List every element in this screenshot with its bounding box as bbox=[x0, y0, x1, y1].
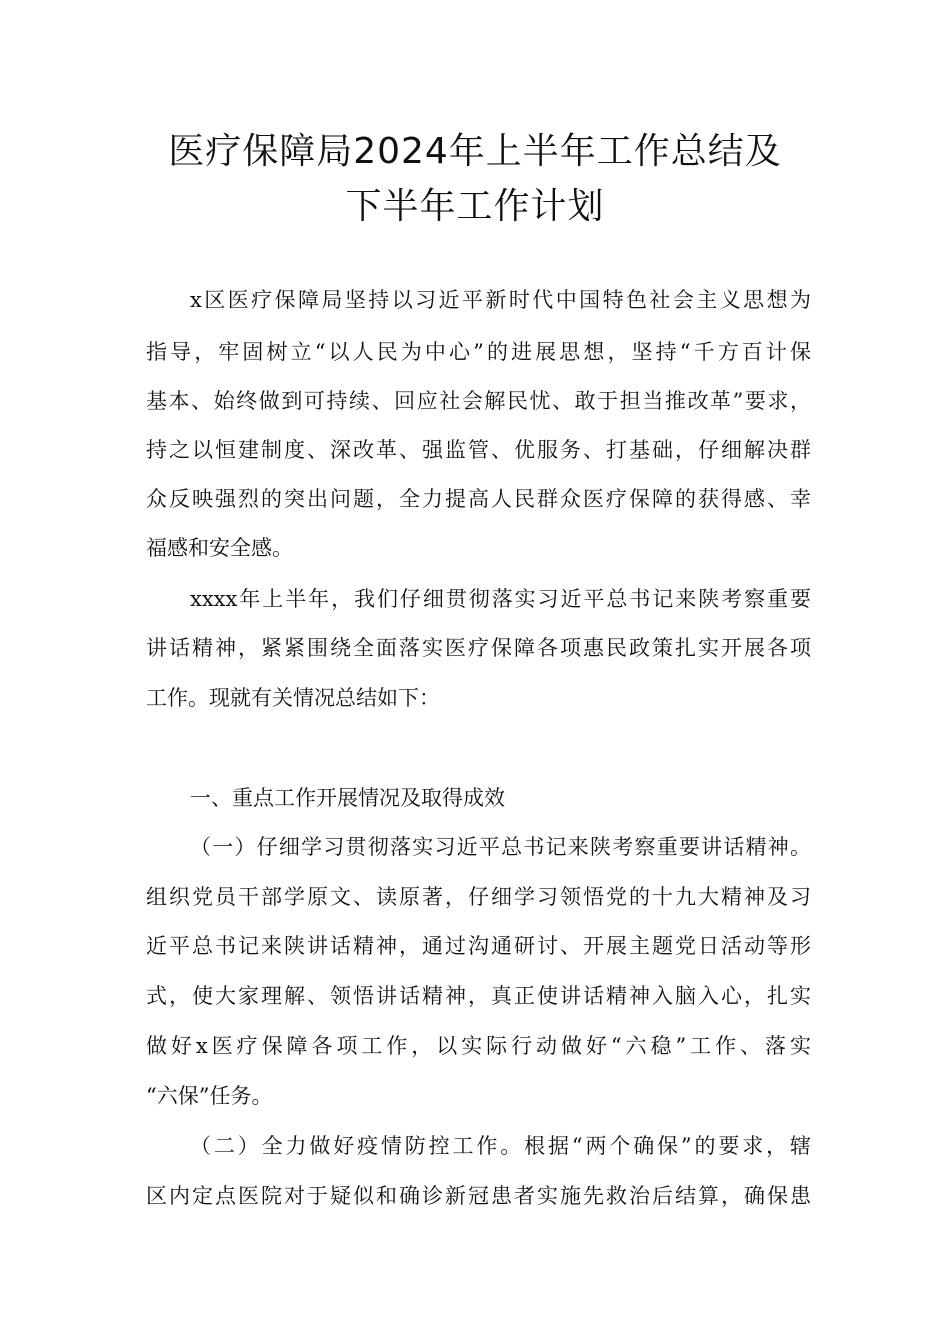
paragraph-4-line-1: （二）全力做好疫情防控工作。根据“两个确保”的要求，辖 bbox=[190, 1134, 811, 1158]
paragraph-1-line-5: 众反映强烈的突出问题，全力提高人民群众医疗保障的获得感、幸 bbox=[146, 487, 811, 511]
paragraph-2-line-2: 讲话精神，紧紧围绕全面落实医疗保障各项惠民政策扎实开展各项 bbox=[146, 636, 811, 660]
section-heading-1: 一、重点工作开展情况及取得成效 bbox=[190, 786, 505, 810]
paragraph-1-line-2: 指导，牢固树立“以人民为中心”的进展思想，坚持“千方百计保 bbox=[146, 340, 811, 364]
paragraph-3-line-4: 式，使大家理解、领悟讲话精神，真正使讲话精神入脑入心，扎实 bbox=[146, 984, 811, 1008]
paragraph-1-line-6: 福感和安全感。 bbox=[146, 536, 293, 560]
paragraph-1-line-3: 基本、始终做到可持续、回应社会解民忧、敢于担当推改革”要求， bbox=[146, 389, 811, 413]
paragraph-2-line-3: 工作。现就有关情况总结如下： bbox=[146, 686, 440, 710]
paragraph-4-line-2: 区内定点医院对于疑似和确诊新冠患者实施先救治后结算，确保患 bbox=[146, 1184, 811, 1208]
paragraph-3-line-6: “六保”任务。 bbox=[146, 1084, 273, 1108]
paragraph-3-line-3: 近平总书记来陕讲话精神，通过沟通研讨、开展主题党日活动等形 bbox=[146, 934, 811, 958]
paragraph-3-line-5: 做好x医疗保障各项工作，以实际行动做好“六稳”工作、落实 bbox=[146, 1034, 811, 1058]
paragraph-1-line-1: x区医疗保障局坚持以习近平新时代中国特色社会主义思想为 bbox=[190, 288, 811, 312]
paragraph-1-line-4: 持之以恒建制度、深改革、强监管、优服务、打基础，仔细解决群 bbox=[146, 438, 811, 462]
document-title-line-2: 下半年工作计划 bbox=[345, 186, 605, 227]
paragraph-3-line-1: （一）仔细学习贯彻落实习近平总书记来陕考察重要讲话精神。 bbox=[190, 835, 811, 859]
paragraph-3-line-2: 组织党员干部学原文、读原著，仔细学习领悟党的十九大精神及习 bbox=[146, 885, 811, 909]
document-title-line-1: 医疗保障局2024年上半年工作总结及 bbox=[168, 131, 782, 172]
paragraph-2-line-1: xxxx年上半年，我们仔细贯彻落实习近平总书记来陕考察重要 bbox=[190, 587, 811, 611]
